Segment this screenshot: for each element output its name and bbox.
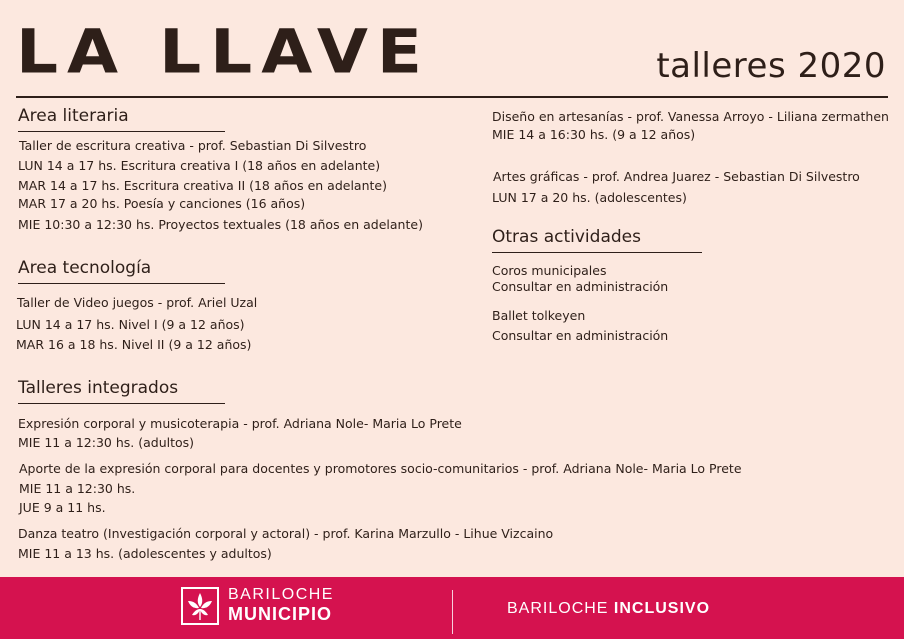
tecnologia-line: MAR 16 a 18 hs. Nivel II (9 a 12 años) <box>16 337 252 352</box>
heading-talleres-integrados: Talleres integrados <box>18 378 225 404</box>
header-rule <box>16 96 888 98</box>
otras-line: Coros municipales <box>492 263 607 278</box>
flower-icon <box>181 587 219 625</box>
otras-line: Consultar en administración <box>492 328 669 343</box>
graficas-line: LUN 17 a 20 hs. (adolescentes) <box>492 190 687 205</box>
logo-line-1: BARILOCHE <box>228 586 334 603</box>
brand-title: LA LLAVE <box>16 16 431 88</box>
integrados-line: JUE 9 a 11 hs. <box>19 500 106 515</box>
literaria-line: LUN 14 a 17 hs. Escritura creativa I (18 años en adelante) <box>18 158 381 173</box>
tecnologia-line: Taller de Video juegos - prof. Ariel Uzal <box>17 295 258 310</box>
footer-divider <box>452 590 453 634</box>
integrados-line: Danza teatro (Investigación corporal y actoral) - prof. Karina Marzullo - Lihue Vizcaino <box>18 526 554 541</box>
artesanias-line: MIE 14 a 16:30 hs. (9 a 12 años) <box>492 127 696 142</box>
inclusivo-logo <box>507 600 710 618</box>
logo-line-2: MUNICIPIO <box>228 604 333 624</box>
heading-area-literaria: Area literaria <box>18 106 225 132</box>
integrados-line: MIE 11 a 12:30 hs. <box>19 481 136 496</box>
heading-otras-actividades: Otras actividades <box>492 227 702 253</box>
literaria-line: MAR 17 a 20 hs. Poesía y canciones (16 años) <box>18 196 306 211</box>
literaria-line: MIE 10:30 a 12:30 hs. Proyectos textuales (18 años en adelante) <box>18 217 423 232</box>
integrados-line: MIE 11 a 13 hs. (adolescentes y adultos) <box>18 546 272 561</box>
graficas-line: Artes gráficas - prof. Andrea Juarez - Sebastian Di Silvestro <box>493 169 860 184</box>
inclusivo-bold: INCLUSIVO <box>613 600 711 617</box>
otras-line: Ballet tolkeyen <box>492 308 586 323</box>
page-subtitle: talleres 2020 <box>656 46 886 86</box>
inclusivo-light: BARILOCHE <box>507 600 609 617</box>
otras-line: Consultar en administración <box>492 279 669 294</box>
artesanias-line: Diseño en artesanías - prof. Vanessa Arroyo - Liliana zermathen <box>492 109 889 124</box>
integrados-line: Expresión corporal y musicoterapia - prof. Adriana Nole- Maria Lo Prete <box>18 416 462 431</box>
literaria-line: MAR 14 a 17 hs. Escritura creativa II (18 años en adelante) <box>18 178 387 193</box>
literaria-line: Taller de escritura creativa - prof. Sebastian Di Silvestro <box>19 138 367 153</box>
integrados-line: MIE 11 a 12:30 hs. (adultos) <box>18 435 195 450</box>
heading-area-tecnologia: Area tecnología <box>18 258 225 284</box>
tecnologia-line: LUN 14 a 17 hs. Nivel I (9 a 12 años) <box>16 317 245 332</box>
integrados-line: Aporte de la expresión corporal para docentes y promotores socio-comunitarios - prof. Adriana Nole- Maria Lo Prete <box>19 461 742 476</box>
